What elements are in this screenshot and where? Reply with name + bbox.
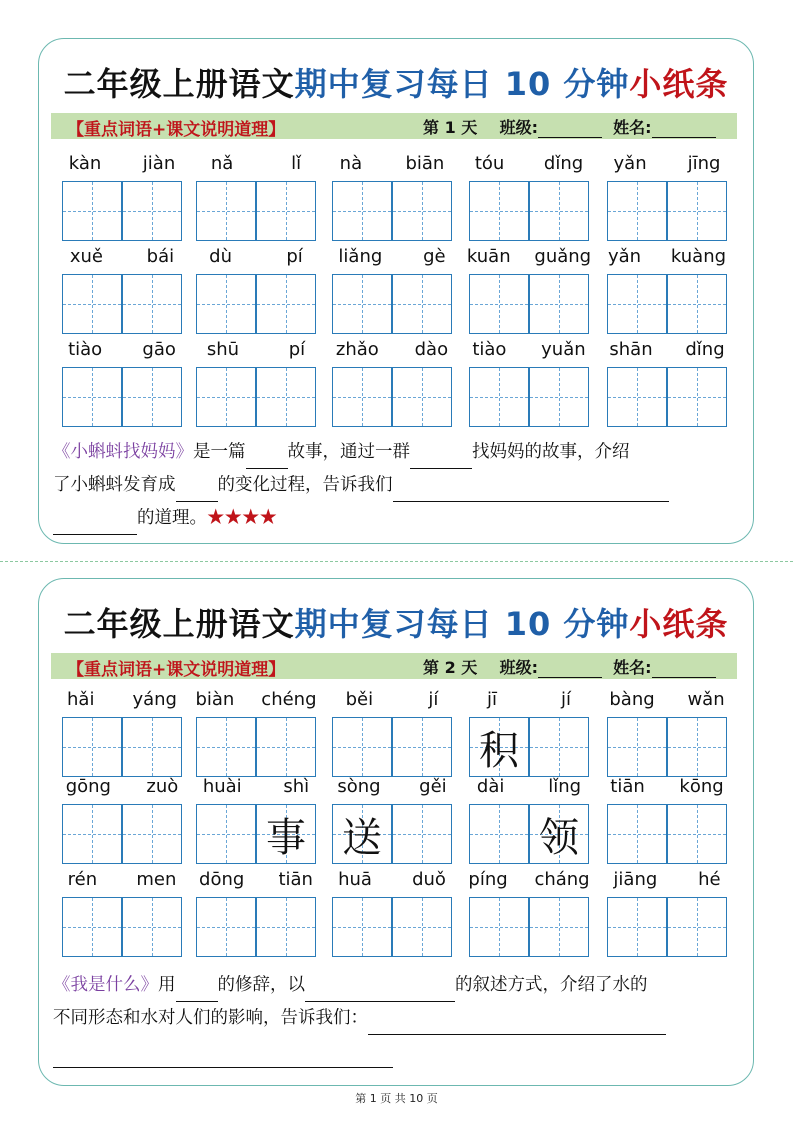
writing-box[interactable]	[469, 897, 529, 957]
writing-box[interactable]	[667, 717, 727, 777]
written-character	[333, 275, 391, 333]
pinyin-syllable: pí	[288, 339, 306, 360]
writing-box[interactable]	[122, 274, 182, 334]
pinyin	[182, 689, 330, 713]
writing-box[interactable]	[122, 367, 182, 427]
writing-box[interactable]	[529, 717, 589, 777]
pinyin	[318, 776, 466, 800]
written-character: 积	[479, 727, 519, 774]
word-cell	[607, 689, 727, 751]
written-character	[668, 182, 726, 240]
word-cell	[469, 153, 589, 215]
written-character	[668, 805, 726, 863]
writing-box[interactable]	[332, 274, 392, 334]
writing-box[interactable]	[62, 181, 122, 241]
writing-box[interactable]	[256, 897, 316, 957]
word-cell	[196, 153, 316, 215]
fill-blank[interactable]	[246, 448, 288, 469]
pinyin-syllable: nà	[339, 153, 363, 174]
day-label: 第 1 天	[423, 118, 478, 137]
pinyin-syllable: kōng	[679, 776, 724, 797]
writing-box[interactable]	[607, 804, 667, 864]
writing-box[interactable]	[392, 717, 452, 777]
written-character	[393, 368, 451, 426]
word-cell	[469, 869, 589, 931]
writing-box[interactable]	[392, 367, 452, 427]
pinyin	[593, 776, 741, 800]
pinyin	[182, 153, 330, 177]
pinyin-syllable: yuǎn	[541, 339, 586, 360]
class-blank[interactable]	[538, 659, 602, 678]
pinyin	[593, 689, 741, 713]
pinyin-syllable: gè	[423, 246, 446, 267]
pinyin	[48, 246, 196, 270]
writing-box[interactable]	[122, 897, 182, 957]
writing-box[interactable]	[667, 897, 727, 957]
written-character	[257, 718, 315, 776]
written-character	[333, 898, 391, 956]
word-cell	[196, 246, 316, 308]
word-cell	[196, 689, 316, 751]
word-cell	[332, 689, 452, 751]
written-character	[668, 275, 726, 333]
written-character	[197, 368, 255, 426]
word-cell	[607, 246, 727, 308]
written-character	[333, 182, 391, 240]
pinyin-syllable: gěi	[419, 776, 447, 797]
written-character	[608, 182, 666, 240]
writing-box[interactable]	[469, 717, 529, 777]
written-character	[470, 182, 528, 240]
card-title: 二年级上册语文期中复习每日 10 分钟小纸条	[63, 65, 729, 103]
writing-box[interactable]	[469, 367, 529, 427]
fill-blank[interactable]	[176, 481, 218, 502]
pinyin-syllable: lǐ	[291, 153, 302, 174]
writing-box[interactable]	[62, 274, 122, 334]
pinyin-syllable: lǐng	[548, 776, 582, 797]
written-character: 领	[539, 814, 579, 861]
worksheet-card-day-1	[38, 38, 754, 544]
pinyin-syllable: běi	[345, 689, 374, 710]
writing-box[interactable]	[196, 181, 256, 241]
pinyin-syllable: zhǎo	[335, 339, 379, 360]
day-label: 第 2 天	[423, 658, 478, 677]
written-character	[393, 805, 451, 863]
writing-box[interactable]	[469, 804, 529, 864]
pinyin	[48, 689, 196, 713]
pinyin-syllable: sòng	[337, 776, 381, 797]
writing-box[interactable]	[122, 804, 182, 864]
pinyin-syllable: shū	[206, 339, 240, 360]
writing-box[interactable]	[196, 717, 256, 777]
pinyin	[182, 776, 330, 800]
writing-box[interactable]	[392, 181, 452, 241]
class-label: 班级:	[499, 118, 538, 137]
writing-box[interactable]	[667, 367, 727, 427]
pinyin-syllable: guǎng	[534, 246, 592, 267]
written-character	[470, 805, 528, 863]
pinyin	[455, 689, 603, 713]
word-cell	[196, 869, 316, 931]
word-cell	[332, 869, 452, 931]
written-character	[608, 718, 666, 776]
word-cell	[466, 246, 592, 308]
writing-box[interactable]	[607, 181, 667, 241]
word-cell	[62, 339, 182, 401]
written-character	[197, 898, 255, 956]
word-cell	[469, 689, 589, 774]
writing-box[interactable]	[529, 804, 589, 864]
pinyin	[455, 246, 603, 270]
word-cell	[332, 776, 452, 861]
written-character	[123, 898, 181, 956]
writing-box[interactable]	[196, 897, 256, 957]
writing-box[interactable]	[607, 274, 667, 334]
word-cell	[607, 339, 727, 401]
writing-box[interactable]	[607, 717, 667, 777]
fill-blank[interactable]	[176, 981, 218, 1002]
pinyin-syllable: gōng	[65, 776, 111, 797]
pinyin	[455, 339, 603, 363]
pinyin	[455, 776, 603, 800]
written-character	[123, 275, 181, 333]
written-character	[197, 805, 255, 863]
writing-box[interactable]	[62, 717, 122, 777]
writing-box[interactable]	[529, 367, 589, 427]
writing-box[interactable]	[256, 367, 316, 427]
written-character	[257, 182, 315, 240]
written-character	[333, 368, 391, 426]
pinyin-syllable: liǎng	[338, 246, 383, 267]
writing-box[interactable]	[256, 804, 316, 864]
pinyin-syllable: píng	[468, 869, 508, 890]
lesson-summary: 《小蝌蚪找妈妈》是一篇 故事，通过一群 找妈妈的故事，介绍 了小蝌蚪发育成 的变化过程，告诉我们 的道理。★★★★	[53, 436, 743, 535]
writing-box[interactable]	[607, 367, 667, 427]
written-character	[63, 898, 121, 956]
writing-box[interactable]	[62, 897, 122, 957]
written-character	[393, 275, 451, 333]
writing-box[interactable]	[667, 274, 727, 334]
pinyin	[48, 776, 196, 800]
pinyin	[318, 869, 466, 893]
pinyin	[48, 153, 196, 177]
name-blank[interactable]	[652, 119, 716, 138]
pinyin	[318, 246, 466, 270]
name-label: 姓名:	[613, 118, 652, 137]
lesson-title: 《小蝌蚪找妈妈》	[53, 442, 193, 462]
writing-box[interactable]	[196, 804, 256, 864]
meta-line	[423, 655, 716, 678]
pinyin-syllable: dù	[209, 246, 233, 267]
pinyin	[182, 869, 330, 893]
writing-box[interactable]	[332, 897, 392, 957]
pinyin-syllable: men	[136, 869, 177, 890]
pinyin	[593, 153, 741, 177]
written-character	[470, 275, 528, 333]
pinyin-syllable: bái	[146, 246, 175, 267]
pinyin	[593, 339, 741, 363]
pinyin	[318, 689, 466, 713]
written-character	[530, 898, 588, 956]
pinyin-syllable: dào	[414, 339, 449, 360]
pinyin-syllable: dǐng	[685, 339, 725, 360]
written-character	[530, 182, 588, 240]
written-character	[668, 898, 726, 956]
word-cell	[469, 339, 589, 401]
written-character	[63, 182, 121, 240]
word-cell	[62, 689, 182, 751]
lesson-title: 《我是什么》	[53, 975, 158, 995]
written-character	[470, 368, 528, 426]
pinyin	[48, 339, 196, 363]
written-character	[668, 368, 726, 426]
topic-label: 【重点词语+课文说明道理】	[67, 660, 286, 680]
writing-box[interactable]	[529, 897, 589, 957]
written-character	[608, 368, 666, 426]
pinyin-syllable: shì	[283, 776, 310, 797]
writing-box[interactable]	[332, 367, 392, 427]
written-character	[393, 898, 451, 956]
writing-box[interactable]	[332, 717, 392, 777]
word-cell	[332, 339, 452, 401]
pinyin-syllable: jī	[486, 689, 497, 710]
writing-box[interactable]	[256, 717, 316, 777]
word-cell	[607, 869, 727, 931]
written-character	[123, 368, 181, 426]
card-title: 二年级上册语文期中复习每日 10 分钟小纸条	[63, 605, 729, 643]
written-character	[470, 898, 528, 956]
pinyin-syllable: rén	[67, 869, 98, 890]
pinyin-syllable: tiān	[610, 776, 645, 797]
pinyin-syllable: dài	[476, 776, 505, 797]
pinyin	[182, 339, 330, 363]
writing-box[interactable]	[196, 274, 256, 334]
written-character	[123, 805, 181, 863]
written-character	[530, 368, 588, 426]
written-character	[63, 805, 121, 863]
pinyin-syllable: xuě	[69, 246, 103, 267]
writing-box[interactable]	[392, 804, 452, 864]
written-character	[197, 718, 255, 776]
fill-blank[interactable]	[393, 481, 669, 502]
writing-box[interactable]	[392, 897, 452, 957]
writing-box[interactable]	[332, 804, 392, 864]
worksheet-card-day-2	[38, 578, 754, 1086]
pinyin-syllable: gāo	[142, 339, 176, 360]
pinyin-syllable: zuò	[146, 776, 179, 797]
written-character	[197, 275, 255, 333]
class-blank[interactable]	[538, 119, 602, 138]
written-character	[63, 275, 121, 333]
pinyin	[455, 869, 603, 893]
word-cell	[62, 153, 182, 215]
word-cell	[469, 776, 589, 861]
writing-box[interactable]	[529, 181, 589, 241]
fill-blank[interactable]	[305, 981, 455, 1002]
page-footer: 第 1 页 共 10 页	[355, 1092, 438, 1105]
pinyin-syllable: jí	[428, 689, 439, 710]
word-cell	[332, 153, 452, 215]
writing-box[interactable]	[469, 274, 529, 334]
writing-box[interactable]	[667, 804, 727, 864]
cut-line	[0, 561, 793, 562]
written-character	[257, 368, 315, 426]
written-character	[608, 898, 666, 956]
written-character	[123, 182, 181, 240]
pinyin-syllable: nǎ	[210, 153, 234, 174]
pinyin-syllable: huā	[338, 869, 372, 890]
pinyin-syllable: hé	[698, 869, 721, 890]
pinyin-syllable: tiào	[472, 339, 507, 360]
pinyin-syllable: hǎi	[67, 689, 95, 710]
writing-box[interactable]	[122, 181, 182, 241]
written-character: 事	[266, 814, 306, 861]
pinyin-syllable: cháng	[534, 869, 590, 890]
word-cell	[607, 153, 727, 215]
writing-box[interactable]	[62, 804, 122, 864]
writing-box[interactable]	[667, 181, 727, 241]
header-bar	[51, 653, 737, 679]
written-character	[530, 275, 588, 333]
word-cell	[62, 246, 182, 308]
pinyin	[318, 339, 466, 363]
pinyin	[318, 153, 466, 177]
writing-box[interactable]	[196, 367, 256, 427]
topic-label: 【重点词语+课文说明道理】	[67, 120, 286, 140]
pinyin-syllable: jí	[560, 689, 571, 710]
writing-box[interactable]	[122, 717, 182, 777]
written-character	[393, 182, 451, 240]
written-character	[668, 718, 726, 776]
class-label: 班级:	[499, 658, 538, 677]
pinyin	[182, 246, 330, 270]
writing-box[interactable]	[607, 897, 667, 957]
pinyin	[593, 869, 741, 893]
fill-blank[interactable]	[53, 514, 137, 535]
pinyin	[48, 869, 196, 893]
written-character	[333, 718, 391, 776]
pinyin	[593, 246, 741, 270]
writing-box[interactable]	[469, 181, 529, 241]
written-character	[197, 182, 255, 240]
pinyin-syllable: jiāng	[613, 869, 658, 890]
star-rating: ★★★★	[207, 508, 277, 528]
writing-box[interactable]	[332, 181, 392, 241]
pinyin-syllable: yǎn	[607, 246, 642, 267]
written-character	[63, 368, 121, 426]
pinyin-syllable: dǐng	[543, 153, 584, 174]
word-cell	[62, 869, 182, 931]
name-blank[interactable]	[652, 659, 716, 678]
pinyin-syllable: duǒ	[412, 869, 446, 890]
written-character	[123, 718, 181, 776]
word-cell	[196, 339, 316, 401]
word-cell	[62, 776, 182, 838]
pinyin-syllable: kuàng	[670, 246, 727, 267]
pinyin-syllable: pí	[286, 246, 303, 267]
written-character	[257, 898, 315, 956]
writing-box[interactable]	[529, 274, 589, 334]
word-cell	[332, 246, 452, 308]
word-cell	[196, 776, 316, 861]
header-bar	[51, 113, 737, 139]
written-character: 送	[342, 814, 382, 861]
pinyin-syllable: kuān	[466, 246, 511, 267]
pinyin-syllable: yáng	[132, 689, 177, 710]
fill-blank[interactable]	[53, 1047, 393, 1068]
lesson-summary: 《我是什么》用 的修辞，以 的叙述方式，介绍了水的 不同形态和水对人们的影响，告诉我们：	[53, 969, 743, 1068]
pinyin	[455, 153, 603, 177]
meta-line	[423, 115, 716, 138]
pinyin-syllable: tiān	[278, 869, 313, 890]
pinyin-syllable: wǎn	[687, 689, 725, 710]
pinyin-syllable: kàn	[68, 153, 102, 174]
pinyin-syllable: biàn	[195, 689, 235, 710]
name-label: 姓名:	[613, 658, 652, 677]
writing-box[interactable]	[62, 367, 122, 427]
pinyin-syllable: shān	[609, 339, 653, 360]
fill-blank[interactable]	[410, 448, 472, 469]
writing-box[interactable]	[256, 181, 316, 241]
pinyin-syllable: huài	[202, 776, 242, 797]
written-character	[530, 718, 588, 776]
pinyin-syllable: jiàn	[142, 153, 176, 174]
pinyin-syllable: dōng	[199, 869, 245, 890]
writing-box[interactable]	[256, 274, 316, 334]
pinyin-syllable: bàng	[609, 689, 655, 710]
fill-blank[interactable]	[368, 1014, 666, 1035]
written-character	[257, 275, 315, 333]
pinyin-syllable: jīng	[687, 153, 721, 174]
written-character	[608, 275, 666, 333]
writing-box[interactable]	[392, 274, 452, 334]
written-character	[608, 805, 666, 863]
word-cell	[607, 776, 727, 838]
pinyin-syllable: yǎn	[613, 153, 647, 174]
pinyin-syllable: tiào	[68, 339, 103, 360]
written-character	[63, 718, 121, 776]
pinyin-syllable: tóu	[474, 153, 505, 174]
written-character	[393, 718, 451, 776]
pinyin-syllable: biān	[405, 153, 445, 174]
pinyin-syllable: chéng	[261, 689, 317, 710]
